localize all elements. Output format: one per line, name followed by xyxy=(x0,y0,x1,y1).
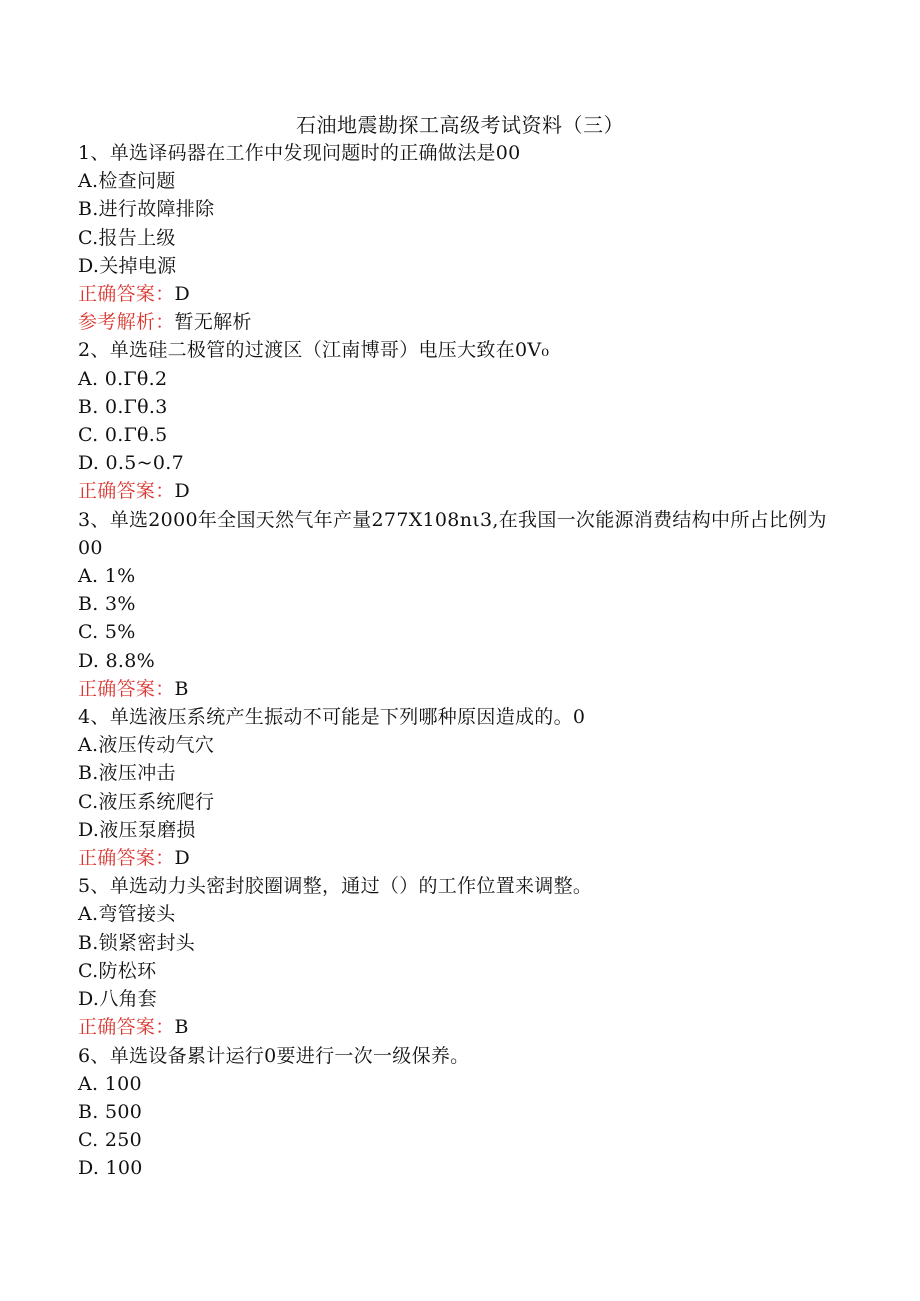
option-a: A. 1% xyxy=(78,565,136,588)
option-d: D.液压泵磨损 xyxy=(78,818,196,841)
answer-value: B xyxy=(174,1016,189,1039)
answer-value: D xyxy=(174,283,191,306)
option-b: B. 3% xyxy=(78,593,136,616)
option-a: A.液压传动气穴 xyxy=(78,734,215,757)
question-text: 5、单选动力头密封胶圈调整，通过（）的工作位置来调整。 xyxy=(78,875,593,898)
option-a: A. 100 xyxy=(78,1072,142,1095)
answer-label: 正确答案： xyxy=(78,677,175,700)
option-b: B. 500 xyxy=(78,1100,143,1123)
answer-line xyxy=(78,1013,838,1041)
option-c: C. 0.Γθ.5 xyxy=(78,424,168,447)
option-b: B.锁紧密封头 xyxy=(78,931,196,954)
option-a: A. 0.Γθ.2 xyxy=(78,367,168,390)
question-5 xyxy=(78,872,838,1041)
option-a: A.弯管接头 xyxy=(78,903,176,926)
option-b: B.液压冲击 xyxy=(78,762,176,785)
question-list xyxy=(78,139,838,1183)
answer-label: 正确答案： xyxy=(78,1016,175,1039)
document-title: 石油地震勘探工高级考试资料（三） xyxy=(296,113,624,137)
option-a: A.检查问题 xyxy=(78,170,176,193)
option-d: D.关掉电源 xyxy=(78,254,177,277)
answer-line xyxy=(78,675,838,703)
question-text: 2、单选硅二极管的过渡区（江南博哥）电压大致在0V₀ xyxy=(78,339,550,362)
answer-value: D xyxy=(174,847,191,870)
question-2 xyxy=(78,336,838,505)
answer-label: 正确答案： xyxy=(78,283,175,306)
answer-line xyxy=(78,477,838,505)
option-d: D. 8.8% xyxy=(78,649,156,672)
analysis-label: 参考解析： xyxy=(78,311,175,334)
option-b: B.进行故障排除 xyxy=(78,198,215,221)
question-text: 4、单选液压系统产生振动不可能是下列哪种原因造成的。0 xyxy=(78,706,586,729)
question-6 xyxy=(78,1042,838,1183)
option-c: C. 250 xyxy=(78,1129,143,1152)
question-3 xyxy=(78,506,838,703)
option-b: B. 0.Γθ.3 xyxy=(78,395,168,418)
option-c: C. 5% xyxy=(78,621,136,644)
option-c: C.防松环 xyxy=(78,959,157,982)
option-d: D. 100 xyxy=(78,1157,143,1180)
question-text: 6、单选设备累计运行0要进行一次一级保养。 xyxy=(78,1044,470,1067)
answer-value: B xyxy=(174,677,189,700)
analysis-text: 暂无解析 xyxy=(174,311,252,334)
answer-label: 正确答案： xyxy=(78,480,175,503)
option-d: D. 0.5~0.7 xyxy=(78,452,184,475)
question-1 xyxy=(78,139,838,336)
question-text: 1、单选译码器在工作中发现问题时的正确做法是00 xyxy=(78,142,521,164)
question-4 xyxy=(78,703,838,872)
option-c: C.报告上级 xyxy=(78,226,176,249)
answer-line xyxy=(78,280,838,308)
analysis-line xyxy=(78,308,838,336)
answer-value: D xyxy=(174,480,191,503)
answer-line xyxy=(78,844,838,872)
option-d: D.八角套 xyxy=(78,988,158,1011)
question-text: 3、单选2000年全国天然气年产量277X108nι3,在我国一次能源消费结构中所占比例为00 xyxy=(78,508,827,559)
option-c: C.液压系统爬行 xyxy=(78,790,215,813)
answer-label: 正确答案： xyxy=(78,847,175,870)
